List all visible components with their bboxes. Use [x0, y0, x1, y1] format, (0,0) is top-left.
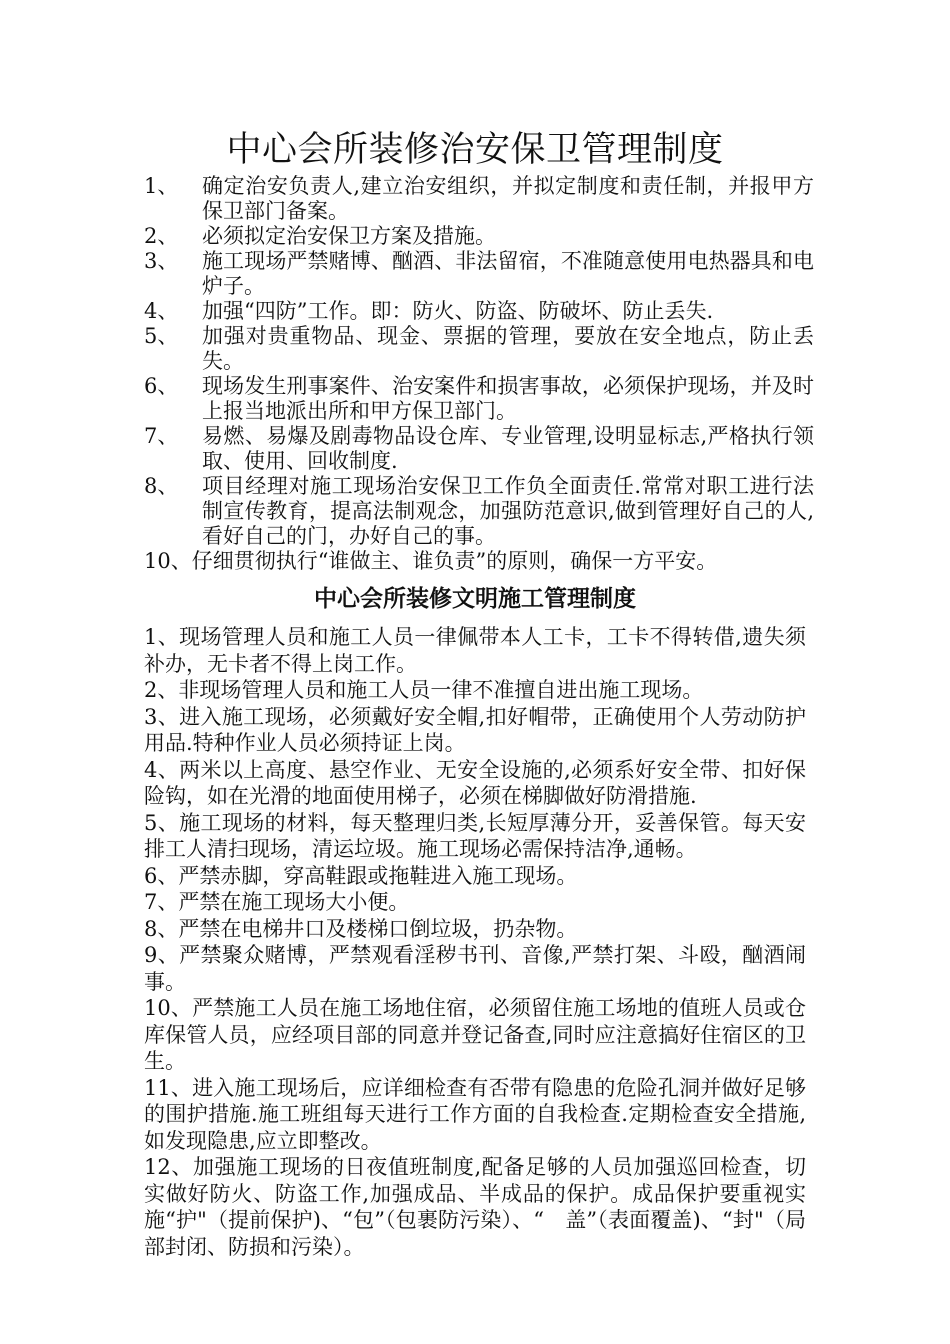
list-item: 6、严禁赤脚，穿高鞋跟或拖鞋进入施工现场。: [144, 863, 578, 888]
item-text: 必须拟定治安保卫方案及措施。: [202, 224, 496, 248]
item-number: 3、: [144, 249, 179, 273]
list-item: 4、两米以上高度、悬空作业、无安全设施的,必须系好安全带、扣好保险钩，如在光滑的地面使用梯子，必须在梯脚做好防滑措施.: [144, 757, 806, 808]
civilized-construction-list: [144, 624, 806, 1260]
list-item: 12、加强施工现场的日夜值班制度,配备足够的人员加强巡回检查，切实做好防火、防盗工作,加强成品、半成品的保护。成品保护要重视实施“护"（提前保护)、“包”（包裹防污染）、“ 盖”（表面覆盖)、“封"（局部封闭、防损和污染）。: [144, 1155, 806, 1259]
item-text: 加强对贵重物品、现金、票据的管理，要放在安全地点，防止丢失。: [202, 324, 814, 373]
item-number: 1、: [144, 174, 179, 198]
item-text: 加强“四防”工作。即：防火、防盗、防破坏、防止丢失.: [202, 299, 714, 323]
item-text: 施工现场严禁赌博、酗酒、非法留宿，不准随意使用电热器具和电炉子。: [202, 249, 814, 298]
item-text: 易燃、易爆及剧毒物品设仓库、专业管理,设明显标志,严格执行领取、使用、回收制度.: [202, 424, 814, 473]
list-item: 7、严禁在施工现场大小便。: [144, 890, 410, 914]
item-number: 6、: [144, 374, 179, 398]
list-item: 11、进入施工现场后，应详细检查有否带有隐患的危险孔洞并做好足够的围护措施.施工班组每天进行工作方面的自我检查.定期检查安全措施,如发现隐患,应立即整改。: [144, 1075, 806, 1153]
list-item: 8、严禁在电梯井口及楼梯口倒垃圾，扔杂物。: [144, 916, 578, 941]
item-text: 确定治安负责人,建立治安组织，并拟定制度和责任制，并报甲方保卫部门备案。: [202, 174, 814, 223]
list-item: 1、现场管理人员和施工人员一律佩带本人工卡，工卡不得转借,遗失须补办，无卡者不得上岗工作。: [144, 625, 806, 676]
item-number: 7、: [144, 424, 179, 448]
list-item: [144, 474, 814, 549]
item-number: 5、: [144, 324, 179, 348]
security-regulation-title: 中心会所装修治安保卫管理制度: [226, 130, 724, 170]
security-regulation-list: [144, 174, 814, 574]
list-item: [144, 299, 814, 324]
list-item: [144, 324, 814, 374]
civilized-construction-title: 中心会所装修文明施工管理制度: [314, 586, 636, 612]
list-item: 9、严禁聚众赌博，严禁观看淫秽书刊、音像,严禁打架、斗殴，酗酒闹事。: [144, 943, 806, 994]
list-item: [144, 174, 814, 224]
item-text: 项目经理对施工现场治安保卫工作负全面责任.常常对职工进行法制宣传教育，提高法制观念，加强防范意识,做到管理好自己的人,看好自己的门，办好自己的事。: [202, 474, 814, 548]
list-item: 5、施工现场的材料，每天整理归类,长短厚薄分开，妥善保管。每天安排工人清扫现场，清运垃圾。施工现场必需保持洁净,通畅。: [144, 810, 806, 861]
list-item: [144, 374, 814, 424]
item-number: 2、: [144, 224, 179, 248]
list-item: [144, 249, 814, 299]
item-number: 4、: [144, 299, 179, 323]
item-number: 8、: [144, 474, 179, 498]
list-item: 3、进入施工现场，必须戴好安全帽,扣好帽带，正确使用个人劳动防护用品.特种作业人员必须持证上岗。: [144, 704, 806, 755]
list-item-10: 10、仔细贯彻执行“谁做主、谁负责”的原则，确保一方平安。: [144, 549, 718, 573]
list-item: 10、严禁施工人员在施工场地住宿，必须留住施工场地的值班人员或仓库保管人员，应经项目部的同意并登记备查,同时应注意搞好住宿区的卫生。: [144, 996, 806, 1073]
list-item: 2、非现场管理人员和施工人员一律不准擅自进出施工现场。: [144, 678, 704, 702]
list-item: [144, 424, 814, 474]
item-text: 现场发生刑事案件、治安案件和损害事故，必须保护现场，并及时上报当地派出所和甲方保卫部门。: [202, 374, 814, 423]
list-item: [144, 224, 814, 249]
